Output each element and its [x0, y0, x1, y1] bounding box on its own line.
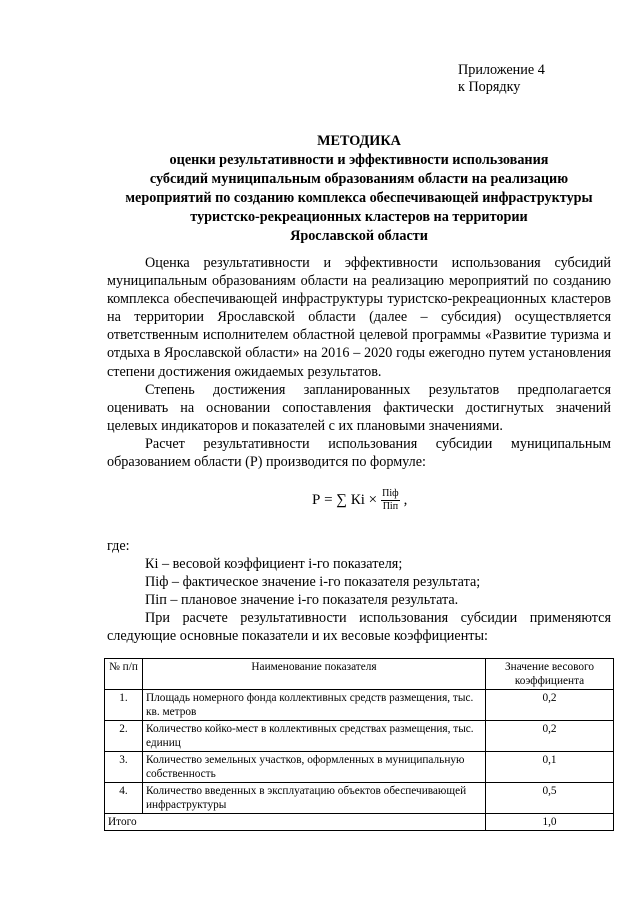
table-header-row: [105, 659, 614, 690]
definition-pip: Пiп – плановое значение i-го показателя результата.: [145, 592, 459, 609]
table-row: [105, 752, 614, 783]
heading-title: МЕТОДИКА: [317, 133, 401, 149]
appendix-note: [458, 62, 545, 96]
total-value: 1,0: [486, 814, 614, 831]
heading-line-4: туристско-рекреационных кластеров на территории: [190, 209, 528, 225]
row-no: 3.: [105, 752, 143, 783]
table-row: [105, 783, 614, 814]
row-no: 4.: [105, 783, 143, 814]
heading-line-3: мероприятий по созданию комплекса обеспечивающей инфраструктуры: [125, 190, 593, 206]
formula-lhs: Р = ∑ Кi ×: [312, 492, 378, 508]
definition-pif: Пiф – фактическое значение i-го показателя результата;: [145, 574, 481, 591]
appendix-line-1: Приложение 4: [458, 62, 545, 78]
table-total-row: [105, 814, 614, 831]
row-no: 1.: [105, 690, 143, 721]
row-value: 0,2: [486, 690, 614, 721]
row-value: 0,5: [486, 783, 614, 814]
row-name: Количество койко-мест в коллективных средствах размещения, тыс. единиц: [143, 721, 486, 752]
heading-line-5: Ярославской области: [290, 228, 428, 244]
row-no: 2.: [105, 721, 143, 752]
row-value: 0,2: [486, 721, 614, 752]
row-name: Количество земельных участков, оформленных в муниципальную собственность: [143, 752, 486, 783]
appendix-line-2: к Порядку: [458, 79, 521, 95]
formula-fraction: [381, 488, 399, 513]
row-name: Площадь номерного фонда коллективных средств размещения, тыс. кв. метров: [143, 690, 486, 721]
heading-line-1: оценки результативности и эффективности использования: [169, 152, 549, 168]
table-row: [105, 721, 614, 752]
definition-ki: Кi – весовой коэффициент i-го показателя;: [145, 556, 403, 572]
table-intro: При расчете результативности использования субсидии применяются следующие основные показатели и их весовые коэффициенты:: [107, 610, 611, 645]
document-heading: [100, 132, 618, 246]
paragraph-2: Степень достижения запланированных результатов предполагается оценивать на основании сопоставления фактически достигнутых значений целевых индикаторов и показателей с их плановыми значениями.: [107, 381, 611, 434]
row-name: Количество введенных в эксплуатацию объектов обеспечивающей инфраструктуры: [143, 783, 486, 814]
definitions: [107, 555, 611, 645]
paragraph-1: Оценка результативности и эффективности использования субсидий муниципальным образованиям области на реализацию мероприятий по созданию комплекса обеспечивающей инфраструктуры туристско-рекреационных кластеров на территории Ярославской области (далее – субсидия) осуществляется ответственным исполнителем областной целевой программы «Развитие туризма и отдыха в Ярославской области» на 2016 – 2020 годы ежегодно путем установления степени достижения ожидаемых результатов.: [107, 255, 611, 380]
header-name: Наименование показателя: [143, 659, 486, 690]
formula-numerator: Пiф: [382, 488, 399, 499]
indicators-table: [104, 658, 614, 831]
formula-denominator: Пiп: [382, 501, 399, 512]
where-label: где:: [107, 538, 130, 554]
formula: [312, 488, 407, 513]
total-label: Итого: [105, 814, 486, 831]
heading-line-2: субсидий муниципальным образованиям области на реализацию: [149, 171, 569, 187]
paragraph-3: Расчет результативности использования субсидии муниципальным образованием области (Р) производится по формуле:: [107, 435, 611, 471]
table-row: [105, 690, 614, 721]
formula-tail: ,: [403, 492, 408, 508]
row-value: 0,1: [486, 752, 614, 783]
header-no: № п/п: [105, 659, 143, 690]
header-value: Значение весового коэффициента: [486, 659, 614, 690]
body-text: [107, 254, 611, 471]
